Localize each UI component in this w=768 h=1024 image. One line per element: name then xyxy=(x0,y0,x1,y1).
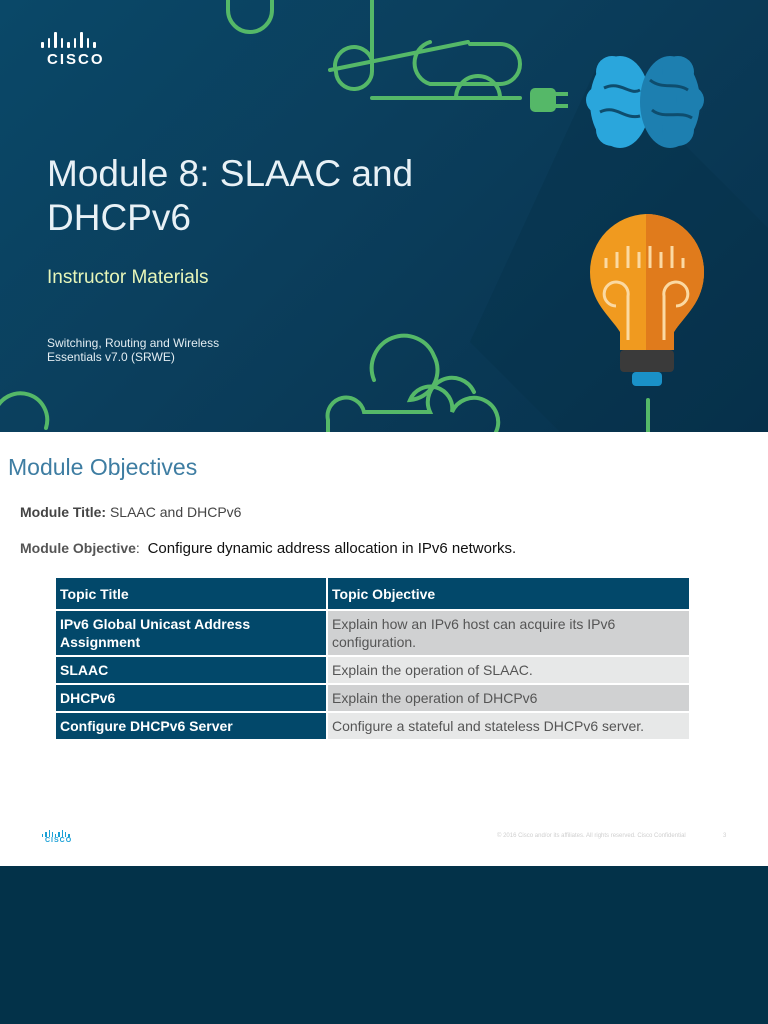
footer-copyright: © 2016 Cisco and/or its affiliates. All rights reserved. Cisco Confidential xyxy=(497,833,686,839)
module-objective-label: Module Objective xyxy=(20,540,136,556)
table-row xyxy=(56,657,689,683)
course-name: Switching, Routing and Wireless Essentials v7.0 (SRWE) xyxy=(47,336,220,364)
header-topic-title: Topic Title xyxy=(56,578,326,609)
module-title-line xyxy=(20,504,241,520)
objectives-heading: Module Objectives xyxy=(8,454,198,480)
plug-icon xyxy=(530,88,568,112)
empty-slide-area xyxy=(0,866,768,1024)
topic-objective-cell: Explain the operation of DHCPv6 xyxy=(328,685,689,711)
slide-title: Module 8: SLAAC and DHCPv6 xyxy=(47,153,414,238)
topic-objective-cell: Configure a stateful and stateless DHCPv6 server. xyxy=(328,713,689,739)
title-slide xyxy=(0,0,768,432)
topics-table xyxy=(54,576,691,741)
page-number: 3 xyxy=(723,833,727,839)
cisco-logo-bars xyxy=(40,32,110,48)
footer-logo-bars xyxy=(42,830,72,837)
objectives-slide xyxy=(0,432,768,866)
topic-title-cell: SLAAC xyxy=(56,657,326,683)
header-topic-objective: Topic Objective xyxy=(328,578,689,609)
topic-objective-cell: Explain how an IPv6 host can acquire its IPv6 configuration. xyxy=(328,611,689,655)
module-title-label: Module Title: xyxy=(20,504,107,520)
table-header-row xyxy=(56,578,689,609)
topic-title-cell: IPv6 Global Unicast Address Assignment xyxy=(56,611,326,655)
module-objective-value: Configure dynamic address allocation in IPv6 networks. xyxy=(147,540,517,557)
footer-cisco-logo xyxy=(42,830,72,844)
slide-subtitle: Instructor Materials xyxy=(47,267,209,288)
footer-logo-text: CISCO xyxy=(45,837,73,844)
table-row xyxy=(56,713,689,739)
table-row xyxy=(56,611,689,655)
table-row xyxy=(56,685,689,711)
circuit-lines-top xyxy=(228,0,520,98)
cisco-logo xyxy=(40,32,110,68)
topic-objective-cell: Explain the operation of SLAAC. xyxy=(328,657,689,683)
topic-title-cell: Configure DHCPv6 Server xyxy=(56,713,326,739)
cisco-logo-text: CISCO xyxy=(47,51,105,68)
module-title-value: SLAAC and DHCPv6 xyxy=(109,504,242,520)
topic-title-cell: DHCPv6 xyxy=(56,685,326,711)
module-objective-line: Module Objective: Configure dynamic address allocation in IPv6 networks. xyxy=(20,540,517,557)
